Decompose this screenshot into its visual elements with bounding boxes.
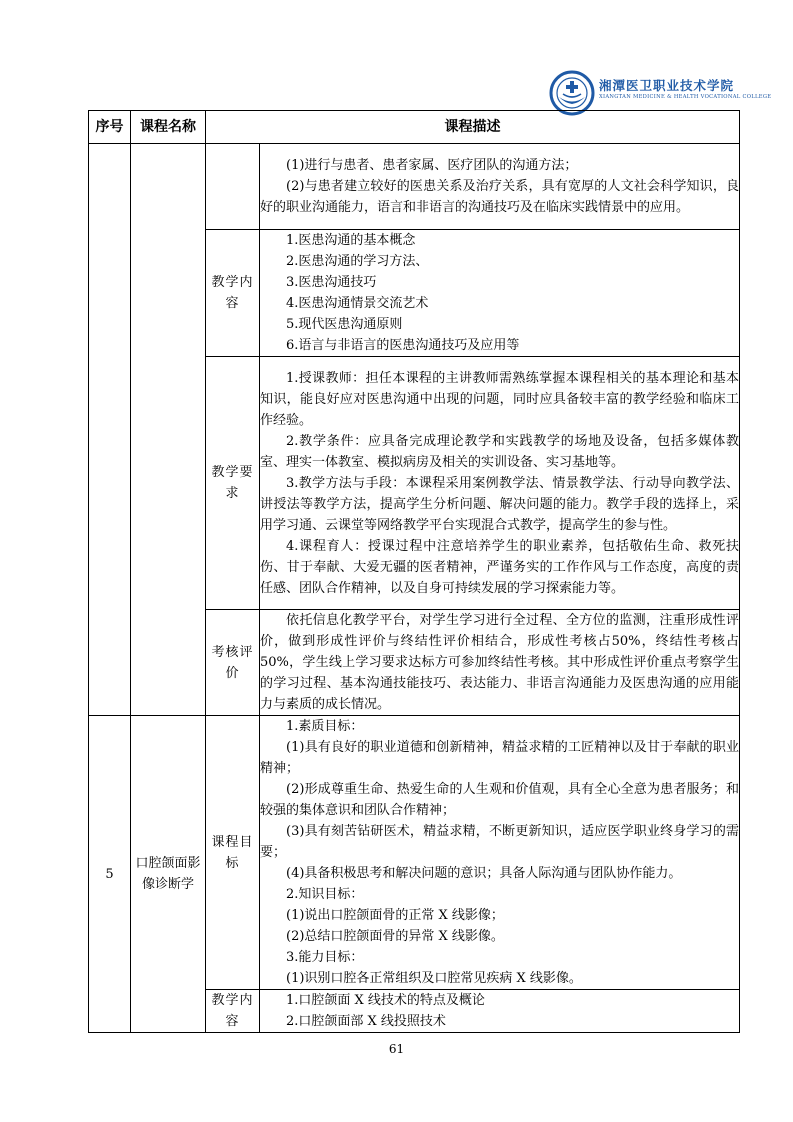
goal-desc [260,716,740,990]
list-item: 3.能力目标： [286,950,364,965]
list-item: (1)进行与患者、患者家属、医疗团队的沟通方法； [286,158,578,173]
prev-course-index-cell [89,144,131,716]
assessment-label: 考核评价 [206,610,260,716]
list-item: 2.口腔颌面部 X 线投照技术 [286,1014,446,1029]
list-item: (1)具有良好的职业道德和创新精神，精益求精的工匠精神以及甘于奉献的职业精神； [260,740,739,776]
list-item: (1)识别口腔各正常组织及口腔常见疾病 X 线影像。 [286,971,582,986]
list-item: 2.知识目标： [286,887,364,902]
table-row [89,716,740,990]
college-name: 湘潭医卫职业技术学院 [599,78,735,93]
list-item: 4.课程育人：授课过程中注意培养学生的职业素养，包括敬佑生命、救死扶伤、甘于奉献、大爱无疆的医者精神，严谨务实的工作作风与工作态度，高度的责任感、团队合作精神，以及自身可持续发展的学习探索能力等。 [260,538,739,596]
course-index: 5 [89,716,131,1033]
list-item: (2)总结口腔颌面骨的异常 X 线影像。 [286,929,504,944]
goal-label: 课程目标 [206,716,260,990]
course-table [88,110,740,1033]
list-item: 6.语言与非语言的医患沟通技巧及应用等 [286,338,520,353]
page-number: 61 [388,1042,405,1056]
list-item: (4)具备积极思考和解决问题的意识；具备人际沟通与团队协作能力。 [286,866,682,881]
content-desc [260,230,740,357]
prev-goal-label-cell [206,144,260,230]
list-item: 1.口腔颌面 X 线技术的特点及概论 [286,993,485,1008]
requirements-desc [260,357,740,610]
assessment-text: 依托信息化教学平台，对学生学习进行全过程、全方位的监测，注重形成性评价，做到形成性评价与终结性评价相结合，形成性考核占50%，终结性考核占50%，学生线上学习要求达标方可参加终结性考核。其中形成性评价重点考察学生的学习过程、基本沟通技能技巧、表达能力、非语言沟通能力及医患沟通的应用能力与素质的成长情况。 [260,613,739,712]
course5-content-desc [260,990,740,1033]
list-item: 2.教学条件：应具备完成理论教学和实践教学的场地及设备，包括多媒体教室、理实一体教室、模拟病房及相关的实训设备、实习基地等。 [260,433,739,470]
assessment-desc [260,610,740,716]
requirements-label: 教学要求 [206,357,260,610]
header-index: 序号 [89,111,131,144]
header-course-desc: 课程描述 [206,111,740,144]
list-item: 3.教学方法与手段：本课程采用案例教学法、情景教学法、行动导向教学法、讲授法等教学方法，提高学生分析问题、解决问题的能力。教学手段的选择上，采用学习通、云课堂等网络教学平台实现混合式教学，提高学生的参与性。 [260,475,739,533]
list-item: 2.医患沟通的学习方法、 [286,254,429,269]
list-item: 3.医患沟通技巧 [286,275,377,290]
college-name-en: XIANGTAN MEDICINE & HEALTH VOCATIONAL COLLEGE [599,94,772,100]
list-item: 1.素质目标： [286,719,364,734]
list-item: 1.授课教师：担任本课程的主讲教师需熟练掌握本课程相关的基本理论和基本知识，能良好应对医患沟通中出现的问题，同时应具备较丰富的教学经验和临床工作经验。 [260,370,739,428]
list-item: (2)形成尊重生命、热爱生命的人生观和价值观，具有全心全意为患者服务；和较强的集体意识和团队合作精神； [260,782,739,818]
list-item: (3)具有刻苦钻研医术，精益求精，不断更新知识，适应医学职业终身学习的需要； [260,824,739,860]
list-item: 1.医患沟通的基本概念 [286,233,416,248]
header-course-name: 课程名称 [131,111,206,144]
course5-content-label: 教学内容 [206,990,260,1033]
prev-course-name-cell [131,144,206,716]
content-label: 教学内容 [206,230,260,357]
table-header-row [89,111,740,144]
list-item: (1)说出口腔颌面骨的正常 X 线影像； [286,908,504,923]
course-name: 口腔颌面影像诊断学 [131,716,206,1033]
prev-goal-desc [260,144,740,230]
list-item: 5.现代医患沟通原则 [286,317,403,332]
table-row [89,144,740,230]
list-item: (2)与患者建立较好的医患关系及治疗关系，具有宽厚的人文社会科学知识，良好的职业沟通能力，语言和非语言的沟通技巧及在临床实践情景中的应用。 [260,179,739,215]
list-item: 4.医患沟通情景交流艺术 [286,296,429,311]
